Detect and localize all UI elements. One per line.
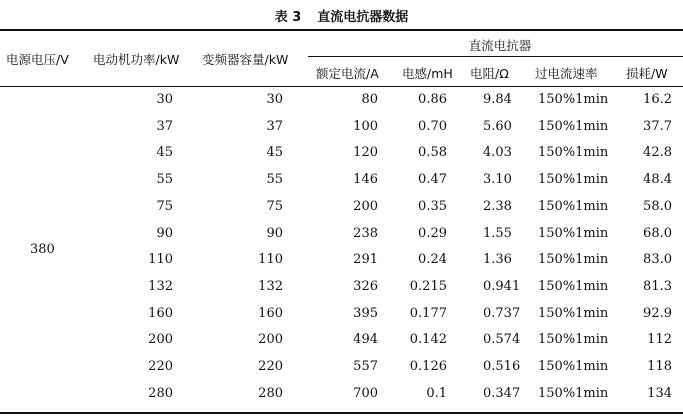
- inductance-cell: 0.177: [409, 305, 447, 321]
- loss-cell: 37.7: [643, 118, 672, 134]
- motor-power-cell: 280: [148, 385, 173, 401]
- motor-power-cell: 132: [148, 278, 173, 294]
- inverter-capacity-cell: 110: [258, 252, 283, 268]
- voltage-value: 380: [30, 242, 55, 257]
- header-overcurrent-rate: 过电流速率: [535, 66, 598, 81]
- overcurrent-rate-cell: 150%1min: [538, 145, 609, 161]
- loss-cell: 81.3: [643, 278, 672, 294]
- overcurrent-rate-cell: 150%1min: [538, 305, 609, 321]
- inductance-cell: 0.1: [426, 385, 447, 401]
- loss-cell: 118: [647, 359, 672, 374]
- header-resistance: 电阻/Ω: [470, 66, 509, 81]
- overcurrent-rate-cell: 150%1min: [538, 118, 609, 134]
- top-rule: [0, 29, 683, 31]
- loss-cell: 68.0: [643, 225, 672, 241]
- overcurrent-rate-cell: 150%1min: [538, 385, 609, 401]
- overcurrent-rate-cell: 150%1min: [538, 252, 609, 268]
- inverter-capacity-cell: 90: [266, 225, 283, 241]
- resistance-cell: 5.60: [483, 118, 512, 134]
- rated-current-cell: 291: [353, 252, 378, 268]
- header-motor-power: 电动机功率/kW: [93, 52, 180, 67]
- inductance-cell: 0.86: [418, 92, 447, 107]
- inverter-capacity-cell: 37: [266, 118, 283, 134]
- table-row: [0, 92, 683, 112]
- motor-power-cell: 37: [156, 118, 173, 134]
- table-row: [0, 199, 683, 219]
- motor-power-cell: 75: [156, 198, 173, 214]
- overcurrent-rate-cell: 150%1min: [538, 225, 609, 241]
- resistance-cell: 9.84: [483, 92, 512, 107]
- inductance-cell: 0.70: [418, 118, 447, 134]
- rated-current-cell: 100: [353, 118, 378, 134]
- table-row: [0, 226, 683, 246]
- table-row: [0, 386, 683, 406]
- motor-power-cell: 55: [156, 172, 173, 188]
- bottom-rule: [0, 412, 683, 414]
- resistance-cell: 0.516: [483, 359, 521, 374]
- rated-current-cell: 700: [353, 385, 378, 401]
- rated-current-cell: 200: [353, 198, 378, 214]
- loss-cell: 16.2: [643, 92, 672, 107]
- table-row: [0, 359, 683, 379]
- header-inductance: 电感/mH: [402, 66, 453, 81]
- table-caption: [0, 6, 683, 25]
- resistance-cell: 0.574: [483, 332, 521, 348]
- resistance-cell: 1.36: [483, 252, 512, 268]
- header-inverter-capacity: 变频器容量/kW: [202, 52, 289, 67]
- group-rule: [308, 56, 683, 57]
- rated-current-cell: 80: [361, 92, 378, 107]
- rated-current-cell: 146: [353, 172, 378, 188]
- table-number: 表 3: [274, 10, 302, 25]
- table-row: [0, 332, 683, 352]
- inverter-capacity-cell: 280: [258, 385, 283, 401]
- motor-power-cell: 45: [156, 145, 173, 161]
- inverter-capacity-cell: 200: [258, 332, 283, 348]
- inverter-capacity-cell: 75: [266, 198, 283, 214]
- rated-current-cell: 494: [353, 332, 378, 348]
- inductance-cell: 0.215: [409, 278, 447, 294]
- loss-cell: 92.9: [643, 305, 672, 321]
- overcurrent-rate-cell: 150%1min: [538, 92, 609, 107]
- table-row: [0, 119, 683, 139]
- inverter-capacity-cell: 55: [266, 172, 283, 188]
- table-row: [0, 306, 683, 326]
- header-loss: 损耗/W: [626, 66, 668, 81]
- motor-power-cell: 160: [148, 305, 173, 321]
- resistance-cell: 0.737: [483, 305, 521, 321]
- inductance-cell: 0.142: [409, 332, 447, 348]
- header-rule: [0, 86, 683, 87]
- loss-cell: 112: [647, 332, 672, 348]
- loss-cell: 58.0: [643, 198, 672, 214]
- table-row: [0, 145, 683, 165]
- overcurrent-rate-cell: 150%1min: [538, 359, 609, 374]
- inductance-cell: 0.35: [418, 198, 447, 214]
- rated-current-cell: 395: [353, 305, 378, 321]
- table-row: [0, 172, 683, 192]
- header-voltage: 电源电压/V: [6, 52, 69, 67]
- loss-cell: 83.0: [643, 252, 672, 268]
- motor-power-cell: 90: [156, 225, 173, 241]
- rated-current-cell: 238: [353, 225, 378, 241]
- overcurrent-rate-cell: 150%1min: [538, 278, 609, 294]
- inverter-capacity-cell: 30: [266, 92, 283, 107]
- inductance-cell: 0.126: [409, 359, 447, 374]
- motor-power-cell: 220: [148, 359, 173, 374]
- inductance-cell: 0.58: [418, 145, 447, 161]
- resistance-cell: 0.941: [483, 278, 521, 294]
- table-title: 直流电抗器数据: [317, 10, 409, 25]
- inverter-capacity-cell: 132: [258, 278, 283, 294]
- header-dc-reactor: 直流电抗器: [468, 38, 532, 53]
- resistance-cell: 2.38: [483, 198, 512, 214]
- table-row: [0, 279, 683, 299]
- inverter-capacity-cell: 160: [258, 305, 283, 321]
- motor-power-cell: 110: [148, 252, 173, 268]
- rated-current-cell: 557: [353, 359, 378, 374]
- resistance-cell: 3.10: [483, 172, 512, 188]
- inverter-capacity-cell: 45: [266, 145, 283, 161]
- resistance-cell: 1.55: [483, 225, 512, 241]
- loss-cell: 134: [647, 385, 672, 401]
- rated-current-cell: 326: [353, 278, 378, 294]
- inverter-capacity-cell: 220: [258, 359, 283, 374]
- motor-power-cell: 30: [156, 92, 173, 107]
- loss-cell: 42.8: [643, 145, 672, 161]
- resistance-cell: 0.347: [483, 385, 521, 401]
- rated-current-cell: 120: [353, 145, 378, 161]
- motor-power-cell: 200: [148, 332, 173, 348]
- overcurrent-rate-cell: 150%1min: [538, 332, 609, 348]
- loss-cell: 48.4: [643, 172, 672, 188]
- inductance-cell: 0.47: [418, 172, 447, 188]
- inductance-cell: 0.29: [418, 225, 447, 241]
- resistance-cell: 4.03: [483, 145, 512, 161]
- overcurrent-rate-cell: 150%1min: [538, 198, 609, 214]
- overcurrent-rate-cell: 150%1min: [538, 172, 609, 188]
- table-row: [0, 252, 683, 272]
- header-rated-current: 额定电流/A: [316, 66, 379, 81]
- inductance-cell: 0.24: [418, 252, 447, 268]
